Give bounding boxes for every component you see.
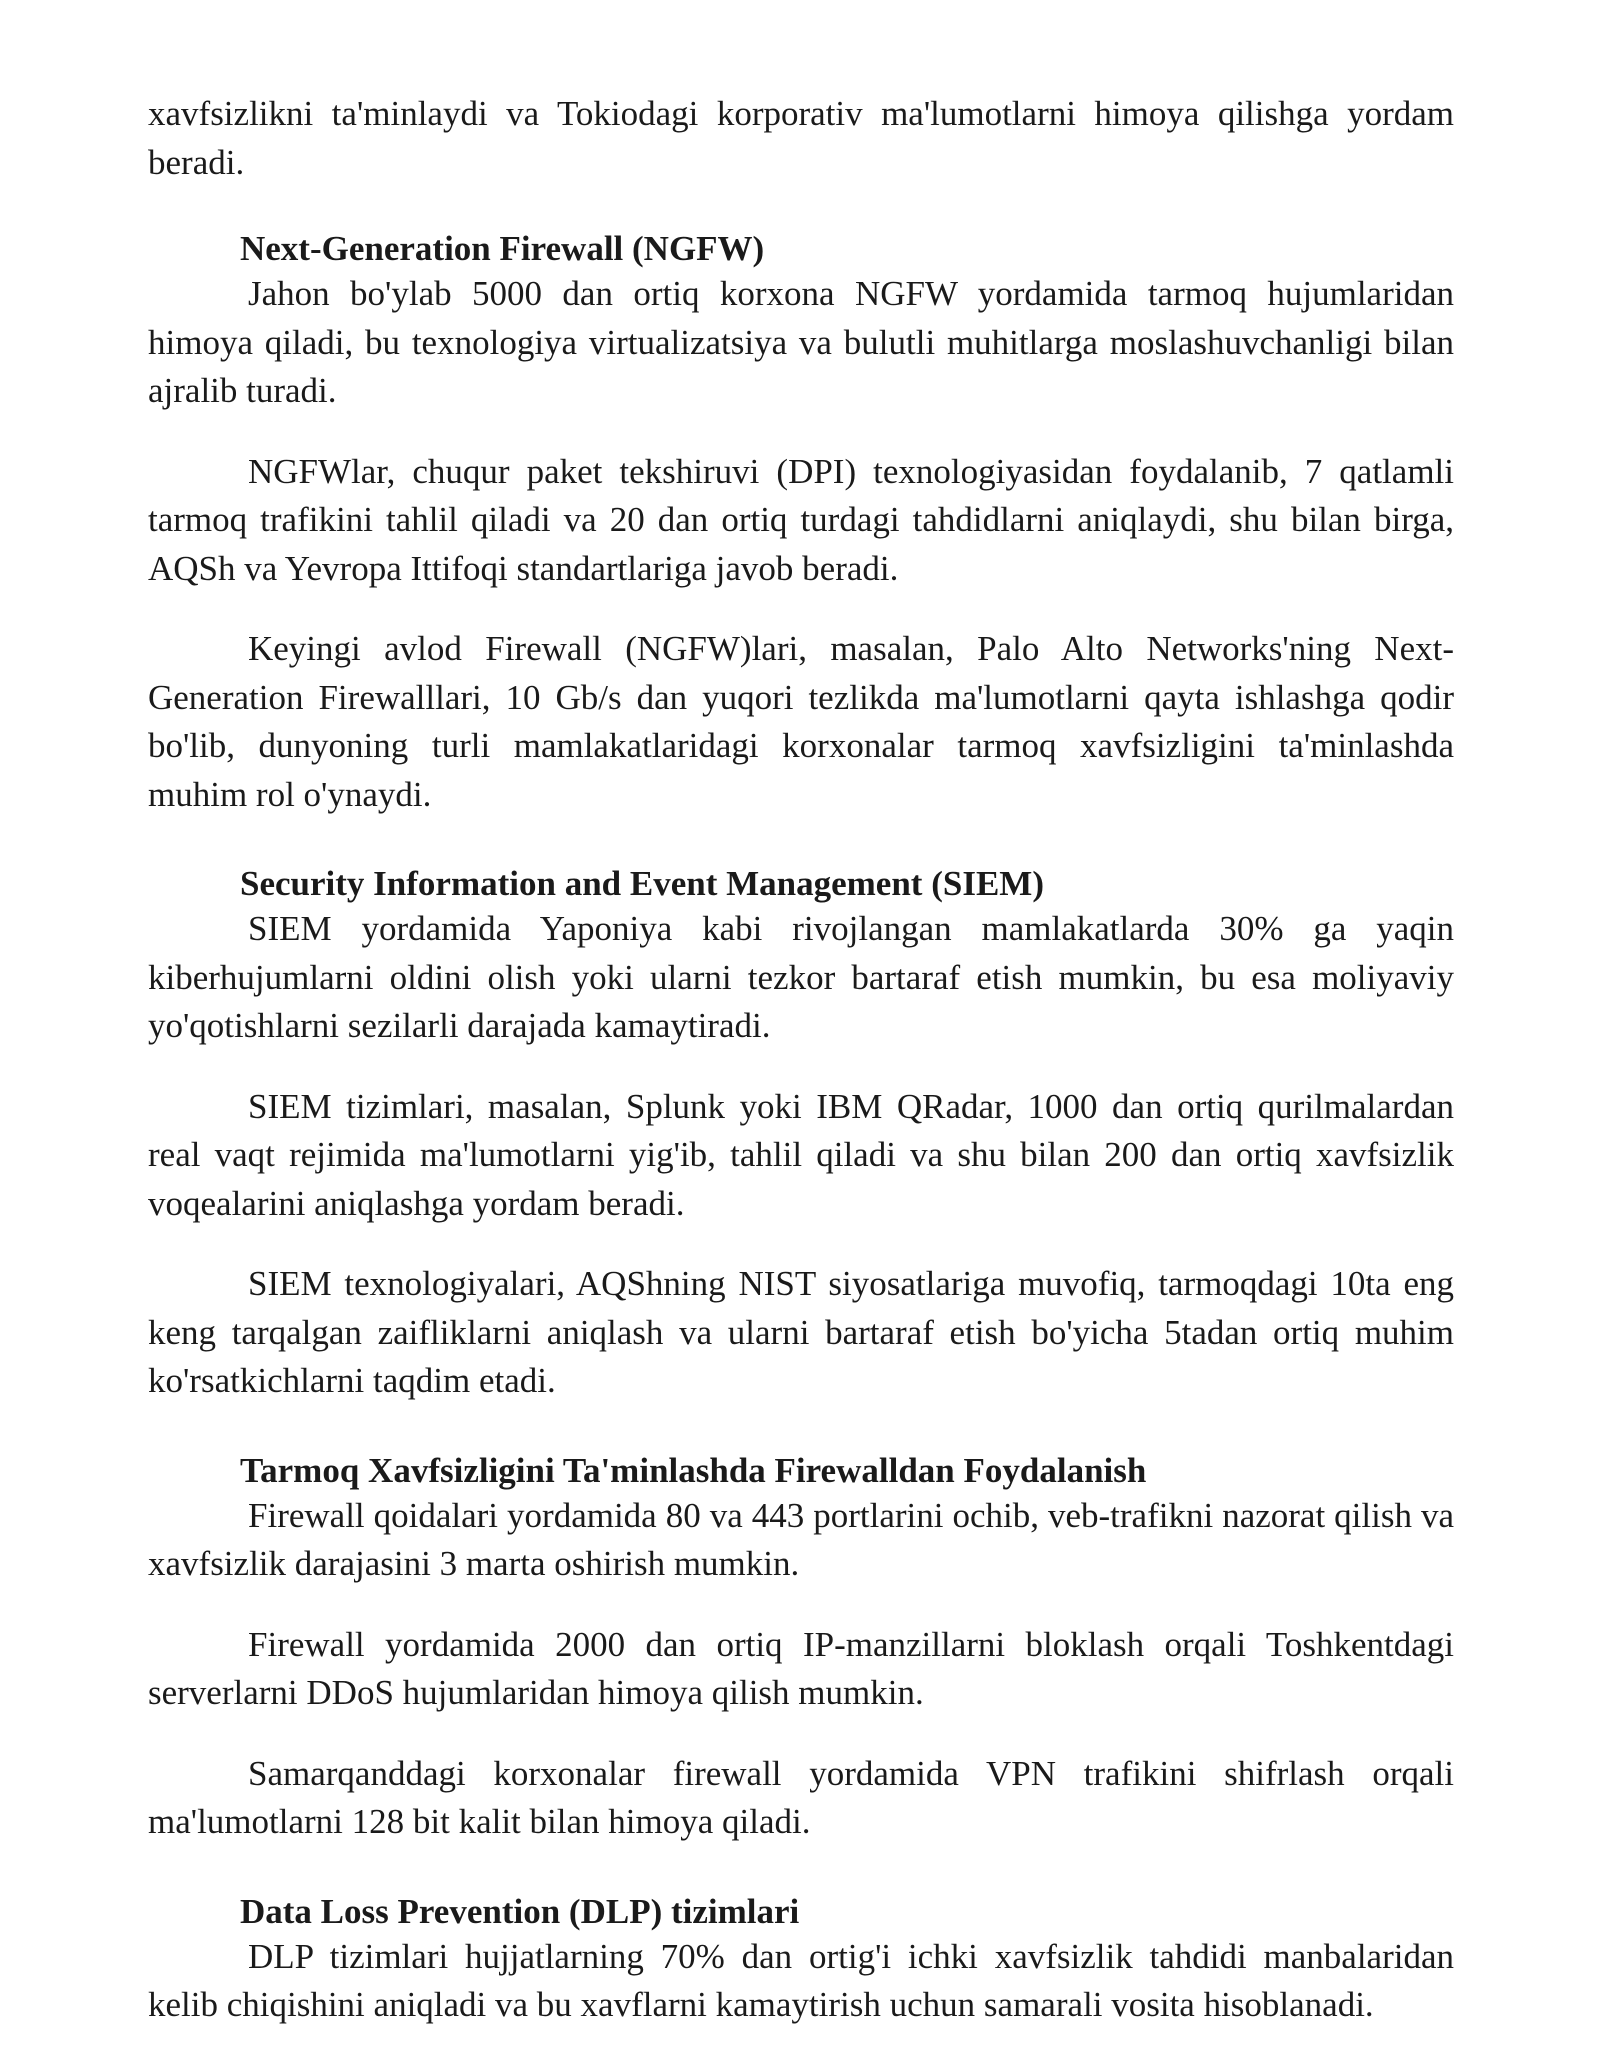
- section-heading-dlp: Data Loss Prevention (DLP) tizimlari: [240, 1891, 800, 1931]
- ngfw-paragraph-3: Keyingi avlod Firewall (NGFW)lari, masalan, Palo Alto Networks'ning Next-Generation Firewalllari, 10 Gb/s dan yuqori tezlikda ma'lumotlarni qayta ishlashga qodir bo'lib, dunyoning turli mamlakatlaridagi korxonalar tarmoq xavfsizligini ta'minlashda muhim rol o'ynaydi.: [148, 629, 1454, 814]
- siem-paragraph-2: SIEM tizimlari, masalan, Splunk yoki IBM QRadar, 1000 dan ortiq qurilmalardan real vaqt rejimida ma'lumotlarni yig'ib, tahlil qiladi va shu bilan 200 dan ortiq xavfsizlik voqealarini aniqlashga yordam beradi.: [148, 1086, 1454, 1223]
- dlp-paragraph-1: DLP tizimlari hujjatlarning 70% dan ortig'i ichki xavfsizlik tahdidi manbalaridan kelib chiqishini aniqladi va bu xavflarni kamaytirish uchun samarali vosita hisoblanadi.: [148, 1936, 1454, 2024]
- firewall-paragraph-3: Samarqanddagi korxonalar firewall yordamida VPN trafikini shifrlash orqali ma'lumotlarni 128 bit kalit bilan himoya qiladi.: [148, 1753, 1454, 1841]
- firewall-paragraph-2: Firewall yordamida 2000 dan ortiq IP-manzillarni bloklash orqali Toshkentdagi serverlarni DDoS hujumlaridan himoya qilish mumkin.: [148, 1624, 1454, 1712]
- ngfw-paragraph-2: NGFWlar, chuqur paket tekshiruvi (DPI) texnologiyasidan foydalanib, 7 qatlamli tarmoq trafikini tahlil qiladi va 20 dan ortiq turdagi tahdidlarni aniqlaydi, shu bilan birga, AQSh va Yevropa Ittifoqi standartlariga javob beradi.: [148, 451, 1454, 588]
- siem-paragraph-3: SIEM texnologiyalari, AQShning NIST siyosatlariga muvofiq, tarmoqdagi 10ta eng keng tarqalgan zaifliklarni aniqlash va ularni bartaraf etish bo'yicha 5tadan ortiq muhim ko'rsatkichlarni taqdim etadi.: [148, 1264, 1454, 1400]
- section-heading-ngfw: Next-Generation Firewall (NGFW): [240, 229, 765, 268]
- intro-paragraph: xavfsizlikni ta'minlaydi va Tokiodagi korporativ ma'lumotlarni himoya qilishga yordam beradi.: [148, 94, 1454, 182]
- document-page: [148, 90, 1454, 2030]
- section-heading-siem: Security Information and Event Management (SIEM): [240, 864, 1044, 903]
- siem-paragraph-1: SIEM yordamida Yaponiya kabi rivojlangan mamlakatlarda 30% ga yaqin kiberhujumlarni oldini olish yoki ularni tezkor bartaraf etish mumkin, bu esa moliyaviy yo'qotishlarni sezilarli darajada kamaytiradi.: [148, 909, 1454, 1045]
- ngfw-paragraph-1: Jahon bo'ylab 5000 dan ortiq korxona NGFW yordamida tarmoq hujumlaridan himoya qiladi, bu texnologiya virtualizatsiya va bulutli muhitlarga moslashuvchanligi bilan ajralib turadi.: [148, 274, 1454, 410]
- firewall-paragraph-1: Firewall qoidalari yordamida 80 va 443 portlarini ochib, veb-trafikni nazorat qilish va xavfsizlik darajasini 3 marta oshirish mumkin.: [148, 1495, 1454, 1583]
- section-heading-firewall-usage: Tarmoq Xavfsizligini Ta'minlashda Firewalldan Foydalanish: [240, 1450, 1147, 1490]
